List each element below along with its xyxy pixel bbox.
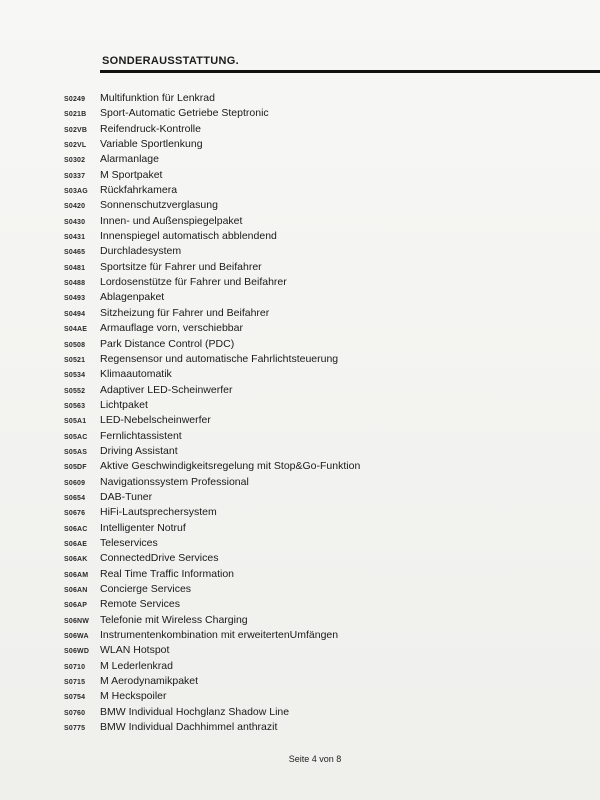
option-code: S0760 — [64, 709, 86, 717]
option-label: Fernlichtassistent — [100, 429, 182, 442]
option-code: S06AN — [64, 587, 88, 594]
option-label: Alarmanlage — [100, 153, 159, 166]
list-item — [64, 414, 584, 429]
option-label: Sport-Automatic Getriebe Steptronic — [100, 107, 269, 120]
option-code: S0302 — [64, 157, 86, 165]
option-code: S02VL — [64, 142, 87, 150]
option-code: S0249 — [64, 96, 86, 103]
list-item — [64, 476, 584, 491]
option-code: S0754 — [64, 694, 86, 702]
section-heading: SONDERAUSSTATTUNG. — [102, 55, 239, 67]
list-item — [64, 92, 584, 107]
option-code: S0609 — [64, 479, 86, 487]
list-item — [64, 153, 584, 168]
option-code: S0488 — [64, 280, 86, 288]
option-code: S06AM — [64, 571, 89, 579]
option-code: S021B — [64, 111, 87, 119]
option-label: Ablagenpaket — [100, 291, 165, 304]
option-code: S03AG — [64, 188, 88, 196]
option-label: Intelligenter Notruf — [100, 521, 186, 534]
option-code: S05DF — [64, 464, 87, 472]
list-item — [64, 107, 584, 122]
list-item — [64, 169, 584, 184]
list-item — [64, 338, 584, 353]
list-item — [64, 399, 584, 414]
list-item — [64, 660, 584, 675]
list-item — [64, 552, 584, 567]
option-code: S0552 — [64, 387, 86, 395]
option-label: DAB-Tuner — [100, 490, 153, 503]
option-code: S0494 — [64, 310, 86, 318]
list-item — [64, 245, 584, 260]
option-label: Reifendruck-Kontrolle — [100, 122, 201, 135]
heading-rule — [100, 70, 600, 73]
list-item — [64, 353, 584, 368]
list-item — [64, 184, 584, 199]
option-label: Innen- und Außenspiegelpaket — [100, 214, 243, 227]
option-label: M Sportpaket — [100, 168, 163, 181]
option-label: Instrumentenkombination mit erweitertenUmfängen — [100, 629, 339, 642]
option-code: S0676 — [64, 510, 86, 518]
list-item — [64, 430, 584, 445]
option-code: S05A1 — [64, 418, 87, 426]
option-code: S06AE — [64, 540, 88, 548]
option-code: S0420 — [64, 203, 86, 211]
option-code: S0337 — [64, 172, 86, 180]
option-label: Rückfahrkamera — [100, 184, 178, 197]
list-item — [64, 491, 584, 506]
list-item — [64, 629, 584, 644]
option-code: S0481 — [64, 264, 86, 272]
option-label: Adaptiver LED-Scheinwerfer — [100, 383, 233, 396]
option-label: Real Time Traffic Information — [100, 567, 235, 580]
option-label: Lichtpaket — [100, 398, 148, 411]
option-label: LED-Nebelscheinwerfer — [100, 414, 211, 427]
list-item — [64, 261, 584, 276]
list-item — [64, 690, 584, 705]
option-label: Sportsitze für Fahrer und Beifahrer — [100, 260, 262, 273]
list-item — [64, 199, 584, 214]
option-label: Driving Assistant — [100, 444, 178, 457]
option-label: WLAN Hotspot — [100, 644, 170, 657]
option-code: S0654 — [64, 494, 86, 502]
list-item — [64, 291, 584, 306]
list-item — [64, 460, 584, 475]
page-number: Seite 4 von 8 — [288, 754, 342, 764]
option-label: Remote Services — [100, 598, 180, 611]
option-code: S0710 — [64, 663, 86, 671]
option-code: S06AK — [64, 556, 88, 564]
option-label: M Heckspoiler — [100, 690, 167, 703]
option-label: Aktive Geschwindigkeitsregelung mit Stop&Go-Funktion — [100, 460, 361, 473]
option-code: S0775 — [64, 725, 86, 733]
list-item — [64, 644, 584, 659]
option-label: M Aerodynamikpaket — [100, 675, 199, 688]
option-label: Teleservices — [100, 536, 158, 549]
option-label: Multifunktion für Lenkrad — [100, 92, 215, 104]
list-item — [64, 445, 584, 460]
list-item — [64, 721, 584, 736]
option-code: S06AC — [64, 525, 88, 533]
list-item — [64, 675, 584, 690]
option-code: S0431 — [64, 234, 86, 242]
option-code: S0465 — [64, 249, 86, 257]
option-label: HiFi-Lautsprechersystem — [100, 506, 217, 519]
option-label: Lordosenstütze für Fahrer und Beifahrer — [100, 276, 287, 289]
option-code: S05AS — [64, 448, 88, 456]
list-item — [64, 230, 584, 245]
list-item — [64, 138, 584, 153]
option-code: S0508 — [64, 341, 86, 349]
list-item — [64, 123, 584, 138]
list-item — [64, 368, 584, 383]
option-code: S0534 — [64, 372, 86, 380]
list-item — [64, 307, 584, 322]
list-item — [64, 522, 584, 537]
option-code: S06NW — [64, 617, 90, 625]
option-label: Concierge Services — [100, 583, 192, 595]
option-code: S06WA — [64, 633, 89, 641]
list-item — [64, 614, 584, 629]
list-item — [64, 598, 584, 613]
option-code: S0521 — [64, 356, 86, 364]
list-item — [64, 506, 584, 521]
option-label: M Lederlenkrad — [100, 659, 173, 672]
option-label: Klimaautomatik — [100, 368, 172, 381]
option-label: Navigationssystem Professional — [100, 475, 249, 488]
option-label: Variable Sportlenkung — [100, 138, 203, 151]
option-label: Armauflage vorn, verschiebbar — [100, 322, 243, 335]
option-label: BMW Individual Dachhimmel anthrazit — [100, 721, 278, 734]
list-item — [64, 583, 584, 598]
option-label: Durchladesystem — [100, 245, 182, 258]
option-label: Innenspiegel automatisch abblendend — [100, 230, 277, 243]
option-code: S06AP — [64, 602, 88, 610]
option-label: Sonnenschutzverglasung — [100, 199, 218, 212]
option-label: Regensensor und automatische Fahrlichtsteuerung — [100, 352, 339, 365]
option-label: BMW Individual Hochglanz Shadow Line — [100, 705, 290, 718]
option-label: Telefonie mit Wireless Charging — [100, 613, 248, 626]
list-item — [64, 322, 584, 337]
list-item — [64, 537, 584, 552]
option-code: S0715 — [64, 679, 86, 687]
option-label: Sitzheizung für Fahrer und Beifahrer — [100, 306, 270, 319]
option-code: S06WD — [64, 648, 90, 656]
option-code: S0430 — [64, 218, 86, 226]
option-label: Park Distance Control (PDC) — [100, 337, 235, 350]
equipment-list — [64, 92, 584, 736]
list-item — [64, 706, 584, 721]
option-code: S05AC — [64, 433, 88, 441]
list-item — [64, 215, 584, 230]
list-item — [64, 568, 584, 583]
list-item — [64, 276, 584, 291]
option-code: S0493 — [64, 295, 86, 303]
option-code: S04AE — [64, 326, 88, 334]
option-code: S0563 — [64, 402, 86, 410]
option-label: ConnectedDrive Services — [100, 552, 219, 565]
list-item — [64, 384, 584, 399]
option-code: S02VB — [64, 126, 88, 134]
